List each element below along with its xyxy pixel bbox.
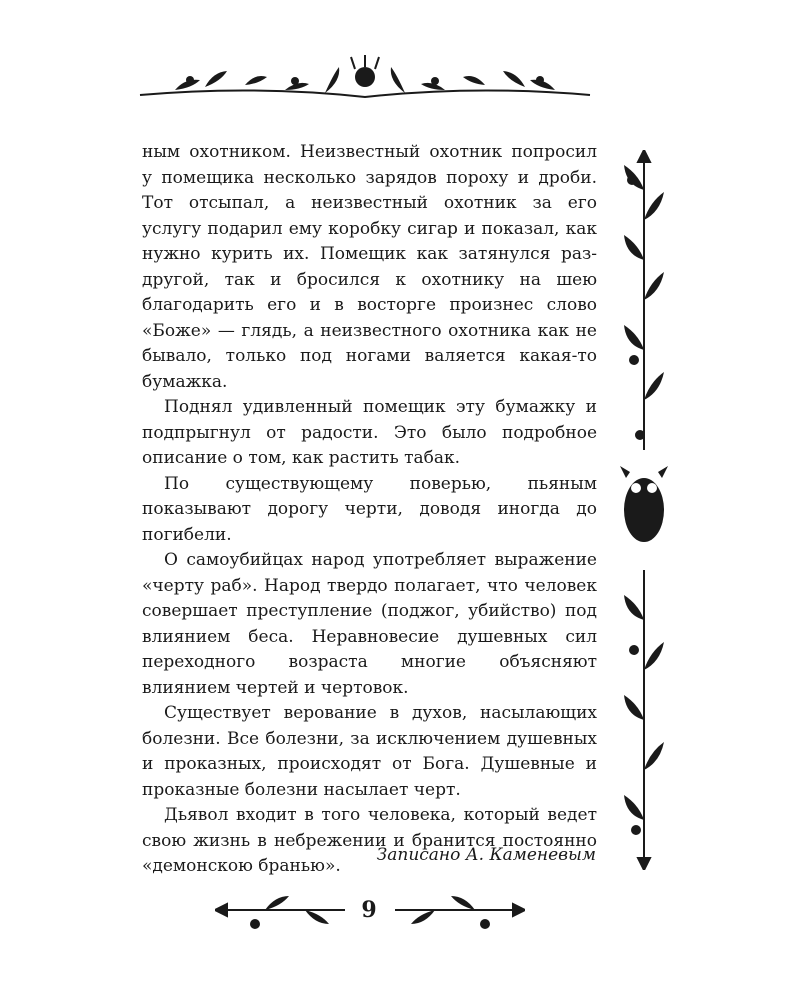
paragraph-4: О самоубийцах народ употребляет выражение «черту раб». Народ твердо полагает, что человек совершает преступление (поджог, убийство) под влиянием беса. Неравновесие душевных сил переходного возраста многие объясняют влиянием чертей и чертовок.	[142, 550, 597, 698]
paragraph-6: Дьявол входит в того человека, который ведет свою жизнь в небрежении и бранится постоянно «демонскою бранью».	[142, 805, 597, 876]
paragraph-1: ным охотником. Неизвестный охотник попросил у помещика несколько зарядов пороху и дроби. Тот отсыпал, а неизвестный охотник за его услугу подарил ему коробку сигар и показал, как нужно курить их. Помещик как затянулся раз-другой, так и бросился к охотнику на шею благодарить его и в восторге произнес слово «Боже» — глядь, а неизвестного охотника как не бывало, только под ногами валяется какая-то бумажка.	[142, 142, 597, 392]
side-ornament	[612, 150, 672, 870]
paragraph-3: По существующему поверью, пьяным показывают дорогу черти, доводя иногда до погибели.	[142, 473, 597, 545]
paragraph-5: Существует верование в духов, насылающих болезни. Все болезни, за исключением душевных и проказных, происходят от Бога. Душевные и проказные болезни насылает черт.	[142, 703, 597, 800]
signature: Записано А. Каменевым	[376, 845, 596, 865]
body-text	[142, 140, 597, 880]
paragraph-2: Поднял удивленный помещик эту бумажку и подпрыгнул от радости. Это было подробное описание о том, как растить табак.	[142, 397, 597, 468]
page-number: 9	[361, 897, 377, 923]
top-thistle-ornament	[135, 55, 595, 115]
